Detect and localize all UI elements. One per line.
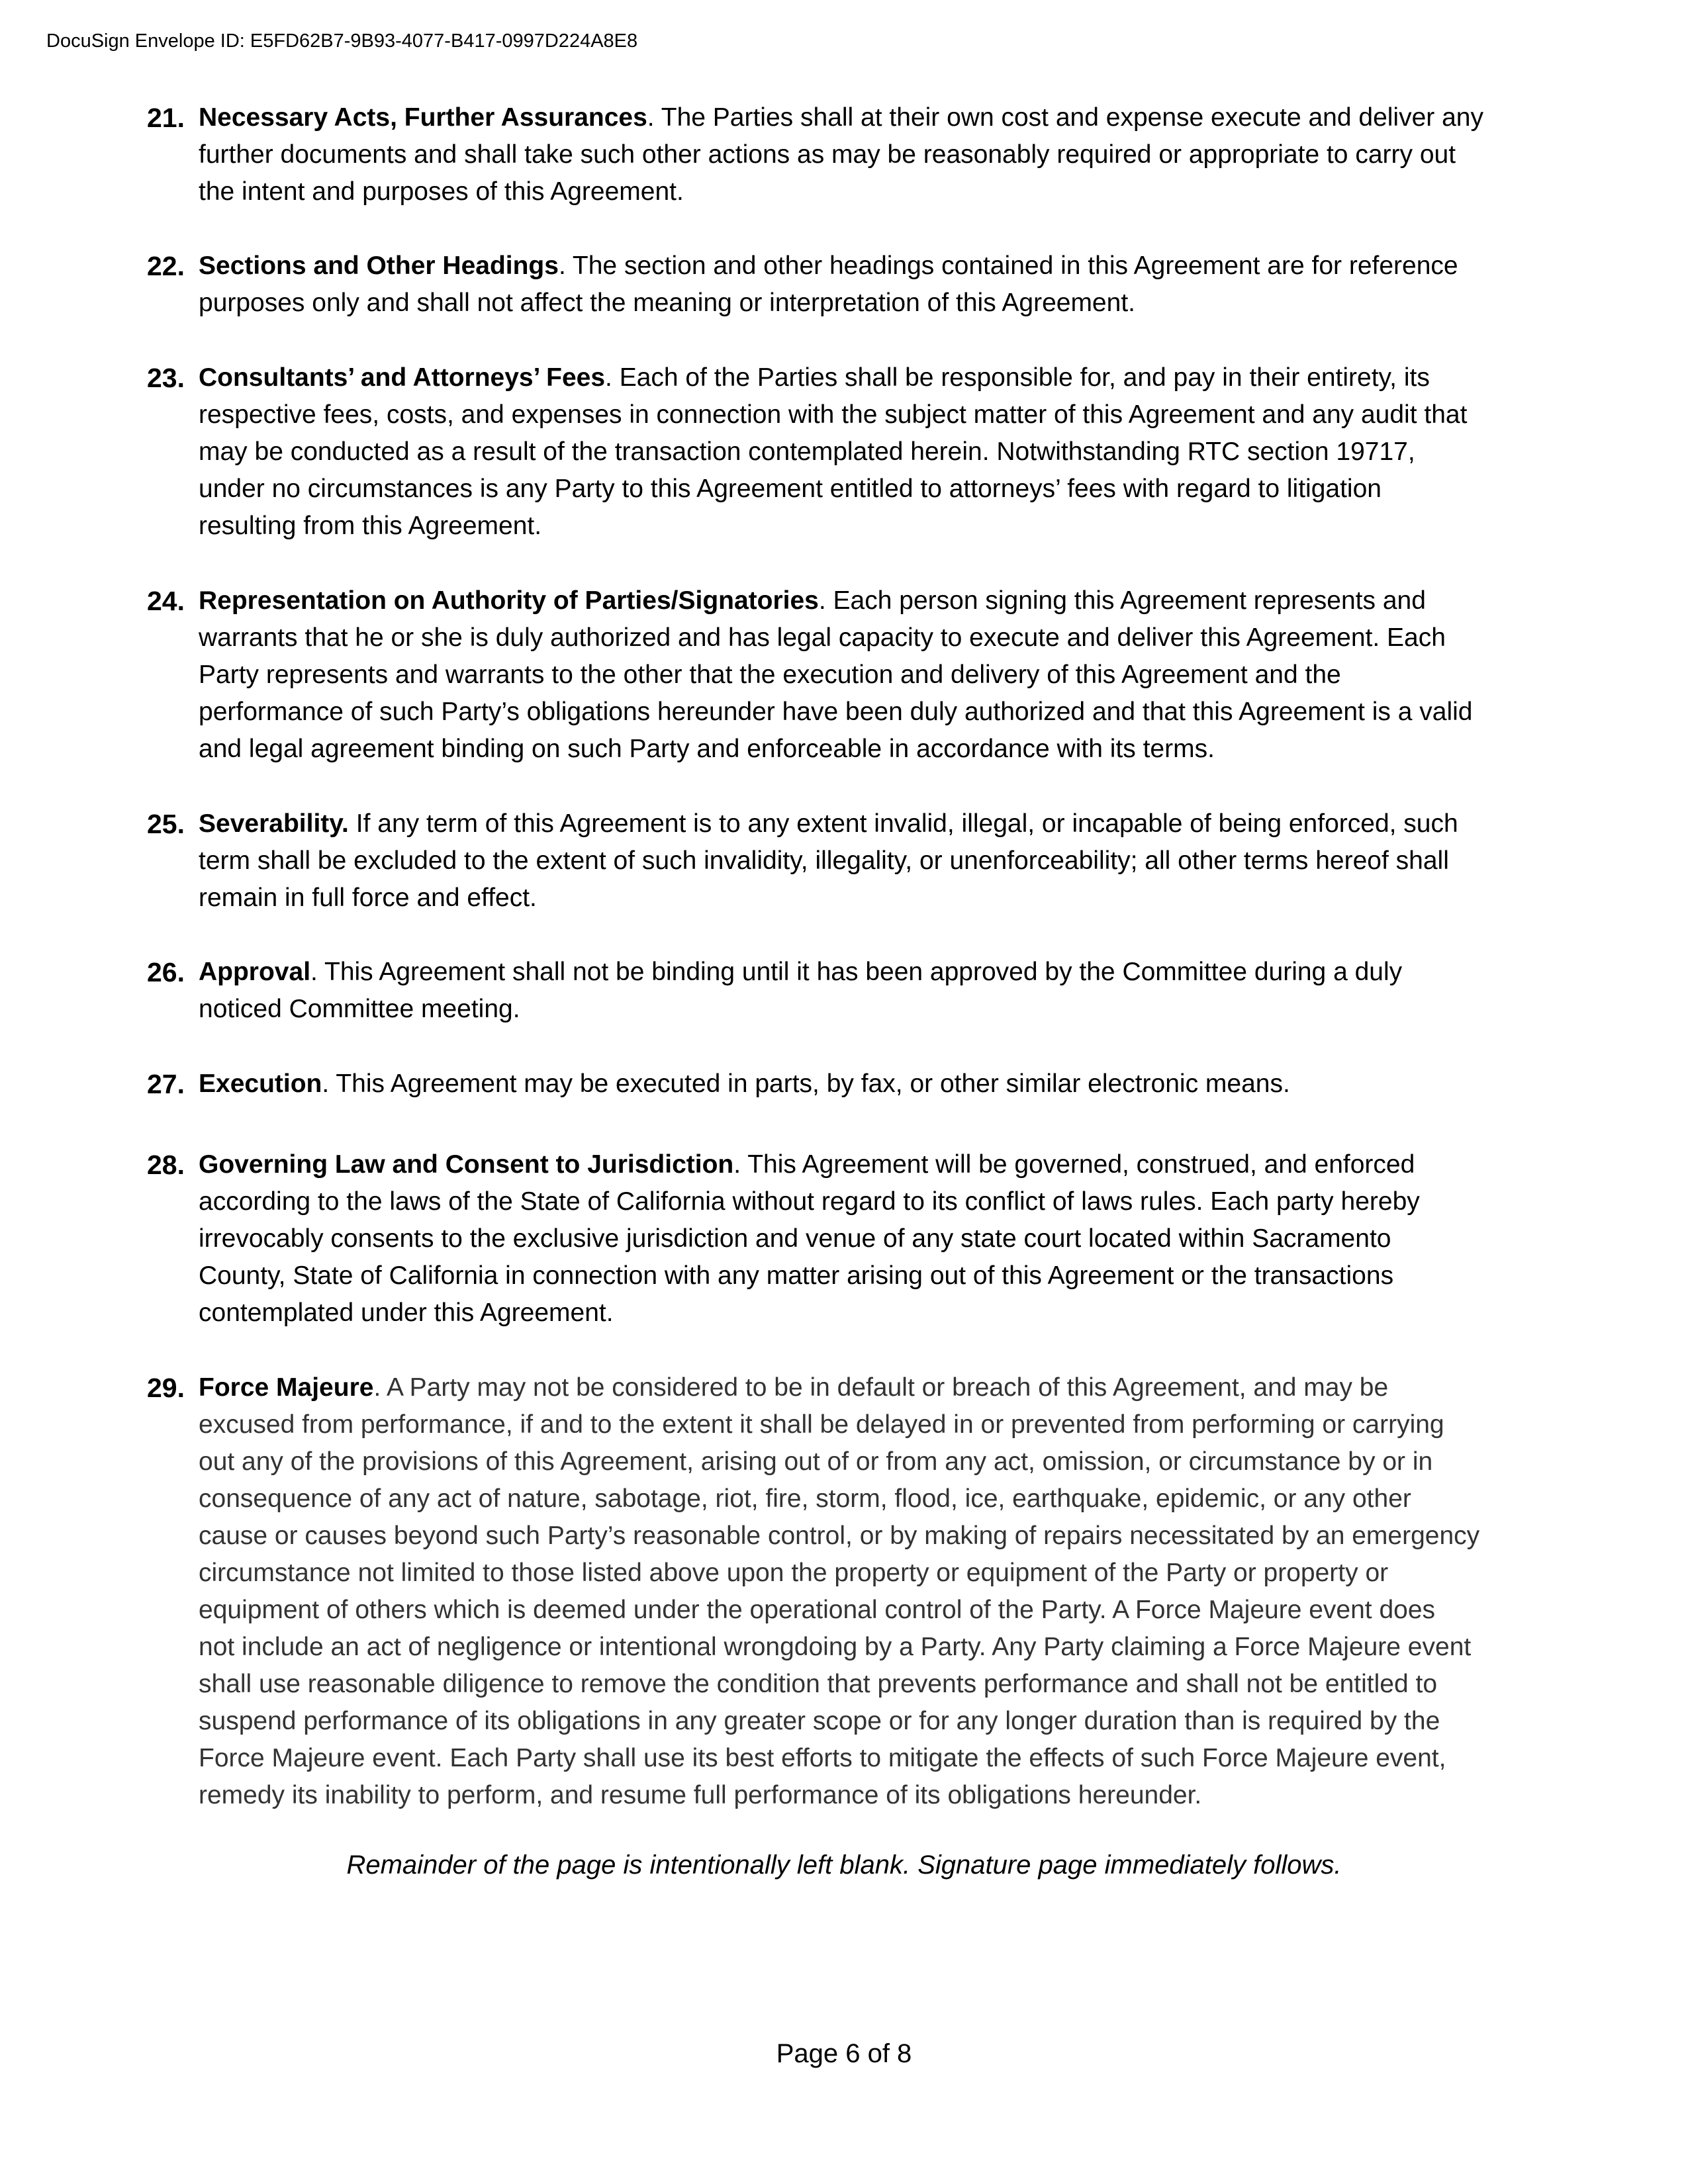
envelope-id: DocuSign Envelope ID: E5FD62B7-9B93-4077-B417-0997D224A8E8 [46, 30, 638, 52]
section-body: . Each of the Parties shall be responsible for, and pay in their entirety, its respective fees, costs, and expenses in connection with the subject matter of this Agreement and any audit that may be conducted as a result of the transaction contemplated herein. Notwithstanding RTC section 19717, under no circumstances is any Party to this Agreement entitled to attorneys’ fees with regard to litigation resulting from this Agreement. [199, 363, 1468, 540]
section-text [199, 1369, 1595, 1814]
section-heading: Consultants’ and Attorneys’ Fees [199, 363, 606, 392]
section-number: 24. [147, 586, 185, 616]
section-number: 22. [147, 251, 185, 281]
section-number: 27. [147, 1069, 185, 1099]
section-body: . Each person signing this Agreement represents and warrants that he or she is duly authorized and has legal capacity to execute and deliver this Agreement. Each Party represents and warrants to the other that the execution and delivery of this Agreement and the performance of such Party’s obligations hereunder have been duly authorized and that this Agreement is a valid and legal agreement binding on such Party and enforceable in accordance with its terms. [199, 586, 1473, 763]
page-number: Page 6 of 8 [776, 2039, 912, 2068]
section-body: . This Agreement will be governed, construed, and enforced according to the laws of the State of California without regard to its conflict of laws rules. Each party hereby irrevocably consents to the exclusive jurisdiction and venue of any state court located within Sacramento County, State of California in connection with any matter arising out of this Agreement or the transactions contemplated under this Agreement. [199, 1150, 1420, 1327]
section-heading: Execution [199, 1069, 322, 1098]
section-heading: Representation on Authority of Parties/Signatories [199, 586, 819, 615]
section-body: . The section and other headings contained in this Agreement are for reference purposes only and shall not affect the meaning or interpretation of this Agreement. [199, 251, 1458, 317]
section-number: 26. [147, 957, 185, 987]
section-number: 23. [147, 363, 185, 393]
section-heading: Necessary Acts, Further Assurances [199, 103, 647, 132]
section-text [199, 359, 1595, 545]
section-text [199, 1146, 1595, 1332]
remainder-note: Remainder of the page is intentionally left blank. Signature page immediately follows. [346, 1850, 1342, 1880]
section-number: 29. [147, 1373, 185, 1403]
section-heading: Approval [199, 958, 311, 986]
section-number: 21. [147, 103, 185, 133]
section-text [199, 248, 1595, 322]
section-body: . A Party may not be considered to be in default or breach of this Agreement, and may be excused from performance, if and to the extent it shall be delayed in or prevented from performing or carrying out any of the provisions of this Agreement, arising out of or from any act, omission, or circumstance by or in consequence of any act of nature, sabotage, riot, fire, storm, flood, ice, earthquake, epidemic, or any other cause or causes beyond such Party’s reasonable control, or by making of repairs necessitated by an emergency circumstance not limited to those listed above upon the property or equipment of the Party or property or equipment of others which is deemed under the operational control of the Party. A Force Majeure event does not include an act of negligence or intentional wrongdoing by a Party. Any Party claiming a Force Majeure event shall use reasonable diligence to remove the condition that prevents performance and shall not be entitled to suspend performance of its obligations in any greater scope or for any longer duration than is required by the Force Majeure event. Each Party shall use its best efforts to mitigate the effects of such Force Majeure event, remedy its inability to perform, and resume full performance of its obligations hereunder. [199, 1373, 1480, 1809]
section-body: . The Parties shall at their own cost and expense execute and deliver any further documents and shall take such other actions as may be reasonably required or appropriate to carry out the intent and purposes of this Agreement. [199, 103, 1483, 206]
section-number: 25. [147, 809, 185, 839]
section-heading: Force Majeure [199, 1373, 374, 1402]
section-heading: Severability. [199, 809, 349, 838]
section-text [199, 805, 1595, 917]
section-body: . This Agreement shall not be binding until it has been approved by the Committee during a duly noticed Committee meeting. [199, 958, 1403, 1023]
section-number: 28. [147, 1150, 185, 1180]
section-text [199, 1066, 1595, 1103]
section-text [199, 582, 1595, 768]
section-text [199, 954, 1595, 1028]
section-heading: Sections and Other Headings [199, 251, 559, 280]
section-body: If any term of this Agreement is to any extent invalid, illegal, or incapable of being enforced, such term shall be excluded to the extent of such invalidity, illegality, or unenforceability; all other terms hereof shall remain in full force and effect. [199, 809, 1458, 912]
section-heading: Governing Law and Consent to Jurisdiction [199, 1150, 734, 1179]
section-text [199, 99, 1595, 210]
section-body: . This Agreement may be executed in parts, by fax, or other similar electronic means. [322, 1069, 1290, 1098]
